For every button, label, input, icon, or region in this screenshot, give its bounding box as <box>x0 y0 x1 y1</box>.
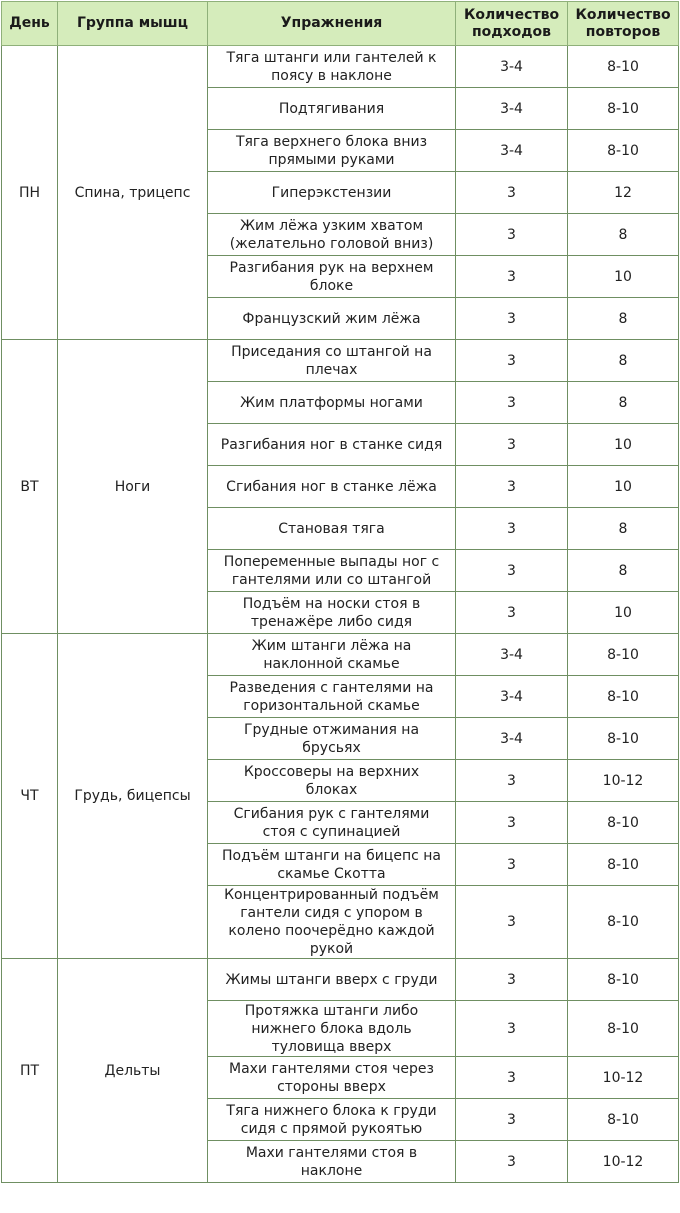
reps-cell: 10-12 <box>568 1057 679 1099</box>
exercise-cell: Подъём на носки стоя в тренажёре либо сидя <box>208 592 456 634</box>
reps-cell: 8 <box>568 298 679 340</box>
exercise-cell: Подтягивания <box>208 88 456 130</box>
exercise-cell: Разведения с гантелями на горизонтальной скамье <box>208 676 456 718</box>
reps-cell: 8-10 <box>568 634 679 676</box>
exercise-cell: Тяга нижнего блока к груди сидя с прямой рукоятью <box>208 1099 456 1141</box>
sets-cell: 3 <box>456 256 568 298</box>
exercise-cell: Кроссоверы на верхних блоках <box>208 760 456 802</box>
exercise-cell: Махи гантелями стоя в наклоне <box>208 1141 456 1183</box>
reps-cell: 10 <box>568 466 679 508</box>
sets-cell: 3 <box>456 844 568 886</box>
muscle-group-cell: Грудь, бицепсы <box>58 634 208 959</box>
exercise-cell: Подъём штанги на бицепс на скамье Скотта <box>208 844 456 886</box>
exercise-cell: Жим лёжа узким хватом (желательно головой вниз) <box>208 214 456 256</box>
header-exercises: Упражнения <box>208 2 456 46</box>
reps-cell: 10 <box>568 256 679 298</box>
reps-cell: 12 <box>568 172 679 214</box>
reps-cell: 10 <box>568 592 679 634</box>
sets-cell: 3 <box>456 424 568 466</box>
sets-cell: 3 <box>456 550 568 592</box>
reps-cell: 8-10 <box>568 886 679 959</box>
muscle-group-cell: Дельты <box>58 959 208 1183</box>
exercise-cell: Сгибания ног в станке лёжа <box>208 466 456 508</box>
sets-cell: 3 <box>456 802 568 844</box>
sets-cell: 3 <box>456 466 568 508</box>
exercise-cell: Протяжка штанги либо нижнего блока вдоль туловища вверх <box>208 1001 456 1057</box>
exercise-cell: Махи гантелями стоя через стороны вверх <box>208 1057 456 1099</box>
reps-cell: 8-10 <box>568 676 679 718</box>
table-row <box>2 634 679 676</box>
exercise-cell: Французский жим лёжа <box>208 298 456 340</box>
exercise-cell: Жим платформы ногами <box>208 382 456 424</box>
reps-cell: 8 <box>568 340 679 382</box>
sets-cell: 3 <box>456 508 568 550</box>
sets-cell: 3-4 <box>456 718 568 760</box>
reps-cell: 8 <box>568 508 679 550</box>
exercise-cell: Жим штанги лёжа на наклонной скамье <box>208 634 456 676</box>
table-row <box>2 959 679 1001</box>
header-muscle-group: Группа мышц <box>58 2 208 46</box>
exercise-cell: Разгибания ног в станке сидя <box>208 424 456 466</box>
exercise-cell: Гиперэкстензии <box>208 172 456 214</box>
reps-cell: 10-12 <box>568 1141 679 1183</box>
sets-cell: 3 <box>456 340 568 382</box>
day-cell: ПТ <box>2 959 58 1183</box>
exercise-cell: Приседания со штангой на плечах <box>208 340 456 382</box>
reps-cell: 8-10 <box>568 718 679 760</box>
reps-cell: 8-10 <box>568 1001 679 1057</box>
header-day: День <box>2 2 58 46</box>
day-cell: ВТ <box>2 340 58 634</box>
day-cell: ПН <box>2 46 58 340</box>
header-reps: Количество повторов <box>568 2 679 46</box>
sets-cell: 3 <box>456 1001 568 1057</box>
table-row <box>2 340 679 382</box>
reps-cell: 8 <box>568 382 679 424</box>
exercise-cell: Концентрированный подъём гантели сидя с упором в колено поочерёдно каждой рукой <box>208 886 456 959</box>
muscle-group-cell: Ноги <box>58 340 208 634</box>
reps-cell: 8-10 <box>568 802 679 844</box>
exercise-cell: Попеременные выпады ног с гантелями или со штангой <box>208 550 456 592</box>
sets-cell: 3 <box>456 1141 568 1183</box>
table-row <box>2 46 679 88</box>
sets-cell: 3 <box>456 1057 568 1099</box>
exercise-cell: Становая тяга <box>208 508 456 550</box>
header-row <box>2 2 679 46</box>
sets-cell: 3 <box>456 382 568 424</box>
reps-cell: 10-12 <box>568 760 679 802</box>
sets-cell: 3 <box>456 298 568 340</box>
reps-cell: 8-10 <box>568 844 679 886</box>
sets-cell: 3-4 <box>456 676 568 718</box>
exercise-cell: Разгибания рук на верхнем блоке <box>208 256 456 298</box>
sets-cell: 3 <box>456 214 568 256</box>
sets-cell: 3-4 <box>456 130 568 172</box>
reps-cell: 8-10 <box>568 88 679 130</box>
sets-cell: 3 <box>456 886 568 959</box>
muscle-group-cell: Спина, трицепс <box>58 46 208 340</box>
sets-cell: 3 <box>456 1099 568 1141</box>
reps-cell: 10 <box>568 424 679 466</box>
reps-cell: 8-10 <box>568 1099 679 1141</box>
sets-cell: 3-4 <box>456 88 568 130</box>
exercise-cell: Жимы штанги вверх с груди <box>208 959 456 1001</box>
sets-cell: 3-4 <box>456 46 568 88</box>
sets-cell: 3 <box>456 172 568 214</box>
exercise-cell: Грудные отжимания на брусьях <box>208 718 456 760</box>
day-cell: ЧТ <box>2 634 58 959</box>
sets-cell: 3-4 <box>456 634 568 676</box>
exercise-cell: Тяга верхнего блока вниз прямыми руками <box>208 130 456 172</box>
workout-table <box>1 1 679 1183</box>
exercise-cell: Сгибания рук с гантелями стоя с супинацией <box>208 802 456 844</box>
reps-cell: 8-10 <box>568 130 679 172</box>
reps-cell: 8-10 <box>568 46 679 88</box>
table-header <box>2 2 679 46</box>
sets-cell: 3 <box>456 760 568 802</box>
sets-cell: 3 <box>456 592 568 634</box>
sets-cell: 3 <box>456 959 568 1001</box>
reps-cell: 8-10 <box>568 959 679 1001</box>
exercise-cell: Тяга штанги или гантелей к поясу в наклоне <box>208 46 456 88</box>
reps-cell: 8 <box>568 550 679 592</box>
header-sets: Количество подходов <box>456 2 568 46</box>
reps-cell: 8 <box>568 214 679 256</box>
